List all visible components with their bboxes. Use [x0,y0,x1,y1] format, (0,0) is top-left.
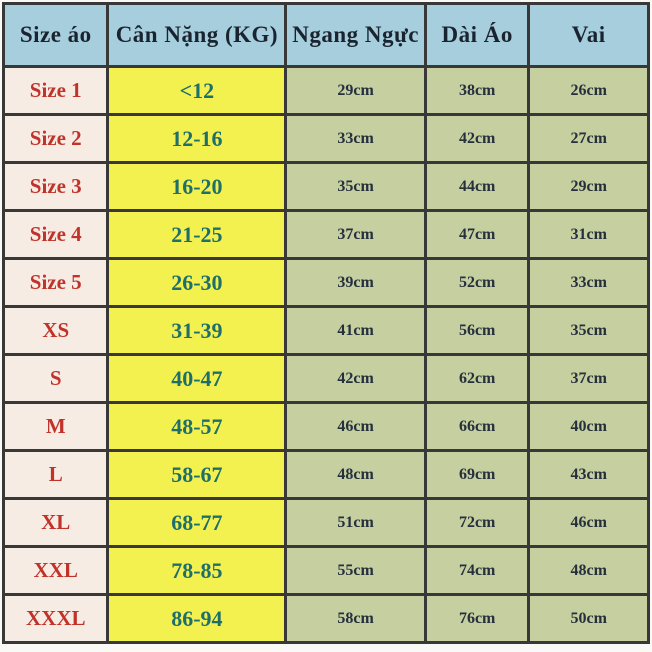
length-cell: 47cm [425,211,528,259]
column-header-size: Size áo [4,4,108,67]
shoulder-cell: 31cm [529,211,649,259]
shoulder-cell: 37cm [529,355,649,403]
length-cell: 56cm [425,307,528,355]
weight-cell: 40-47 [108,355,286,403]
size-cell: Size 4 [4,211,108,259]
shoulder-cell: 29cm [529,163,649,211]
weight-cell: 86-94 [108,595,286,643]
shoulder-cell: 35cm [529,307,649,355]
shoulder-cell: 26cm [529,67,649,115]
chest-cell: 41cm [286,307,426,355]
weight-cell: 16-20 [108,163,286,211]
table-row [4,403,649,451]
length-cell: 42cm [425,115,528,163]
length-cell: 72cm [425,499,528,547]
chest-cell: 58cm [286,595,426,643]
shoulder-cell: 27cm [529,115,649,163]
size-cell: M [4,403,108,451]
size-chart-table [2,2,650,644]
chest-cell: 48cm [286,451,426,499]
table-row [4,67,649,115]
chest-cell: 33cm [286,115,426,163]
size-cell: Size 5 [4,259,108,307]
table-row [4,115,649,163]
column-header-shoulder: Vai [529,4,649,67]
length-cell: 62cm [425,355,528,403]
shoulder-cell: 43cm [529,451,649,499]
weight-cell: 31-39 [108,307,286,355]
column-header-weight: Cân Nặng (KG) [108,4,286,67]
table-row [4,307,649,355]
table-row [4,163,649,211]
chest-cell: 55cm [286,547,426,595]
shoulder-cell: 40cm [529,403,649,451]
weight-cell: 12-16 [108,115,286,163]
length-cell: 38cm [425,67,528,115]
table-row [4,595,649,643]
length-cell: 66cm [425,403,528,451]
length-cell: 76cm [425,595,528,643]
size-cell: XXXL [4,595,108,643]
shoulder-cell: 46cm [529,499,649,547]
size-cell: S [4,355,108,403]
chest-cell: 29cm [286,67,426,115]
length-cell: 44cm [425,163,528,211]
table-row [4,211,649,259]
weight-cell: 26-30 [108,259,286,307]
size-cell: Size 1 [4,67,108,115]
weight-cell: 68-77 [108,499,286,547]
table-row [4,355,649,403]
shoulder-cell: 48cm [529,547,649,595]
weight-cell: <12 [108,67,286,115]
length-cell: 52cm [425,259,528,307]
chest-cell: 35cm [286,163,426,211]
size-cell: Size 3 [4,163,108,211]
shoulder-cell: 50cm [529,595,649,643]
size-cell: L [4,451,108,499]
chest-cell: 37cm [286,211,426,259]
table-row [4,451,649,499]
size-cell: Size 2 [4,115,108,163]
table-row [4,547,649,595]
size-cell: XL [4,499,108,547]
chest-cell: 46cm [286,403,426,451]
table-row [4,259,649,307]
header-row [4,4,649,67]
size-cell: XXL [4,547,108,595]
size-cell: XS [4,307,108,355]
weight-cell: 58-67 [108,451,286,499]
length-cell: 74cm [425,547,528,595]
chest-cell: 42cm [286,355,426,403]
column-header-chest: Ngang Ngực [286,4,426,67]
chest-cell: 39cm [286,259,426,307]
table-row [4,499,649,547]
shoulder-cell: 33cm [529,259,649,307]
length-cell: 69cm [425,451,528,499]
weight-cell: 78-85 [108,547,286,595]
chest-cell: 51cm [286,499,426,547]
column-header-length: Dài Áo [425,4,528,67]
weight-cell: 48-57 [108,403,286,451]
weight-cell: 21-25 [108,211,286,259]
